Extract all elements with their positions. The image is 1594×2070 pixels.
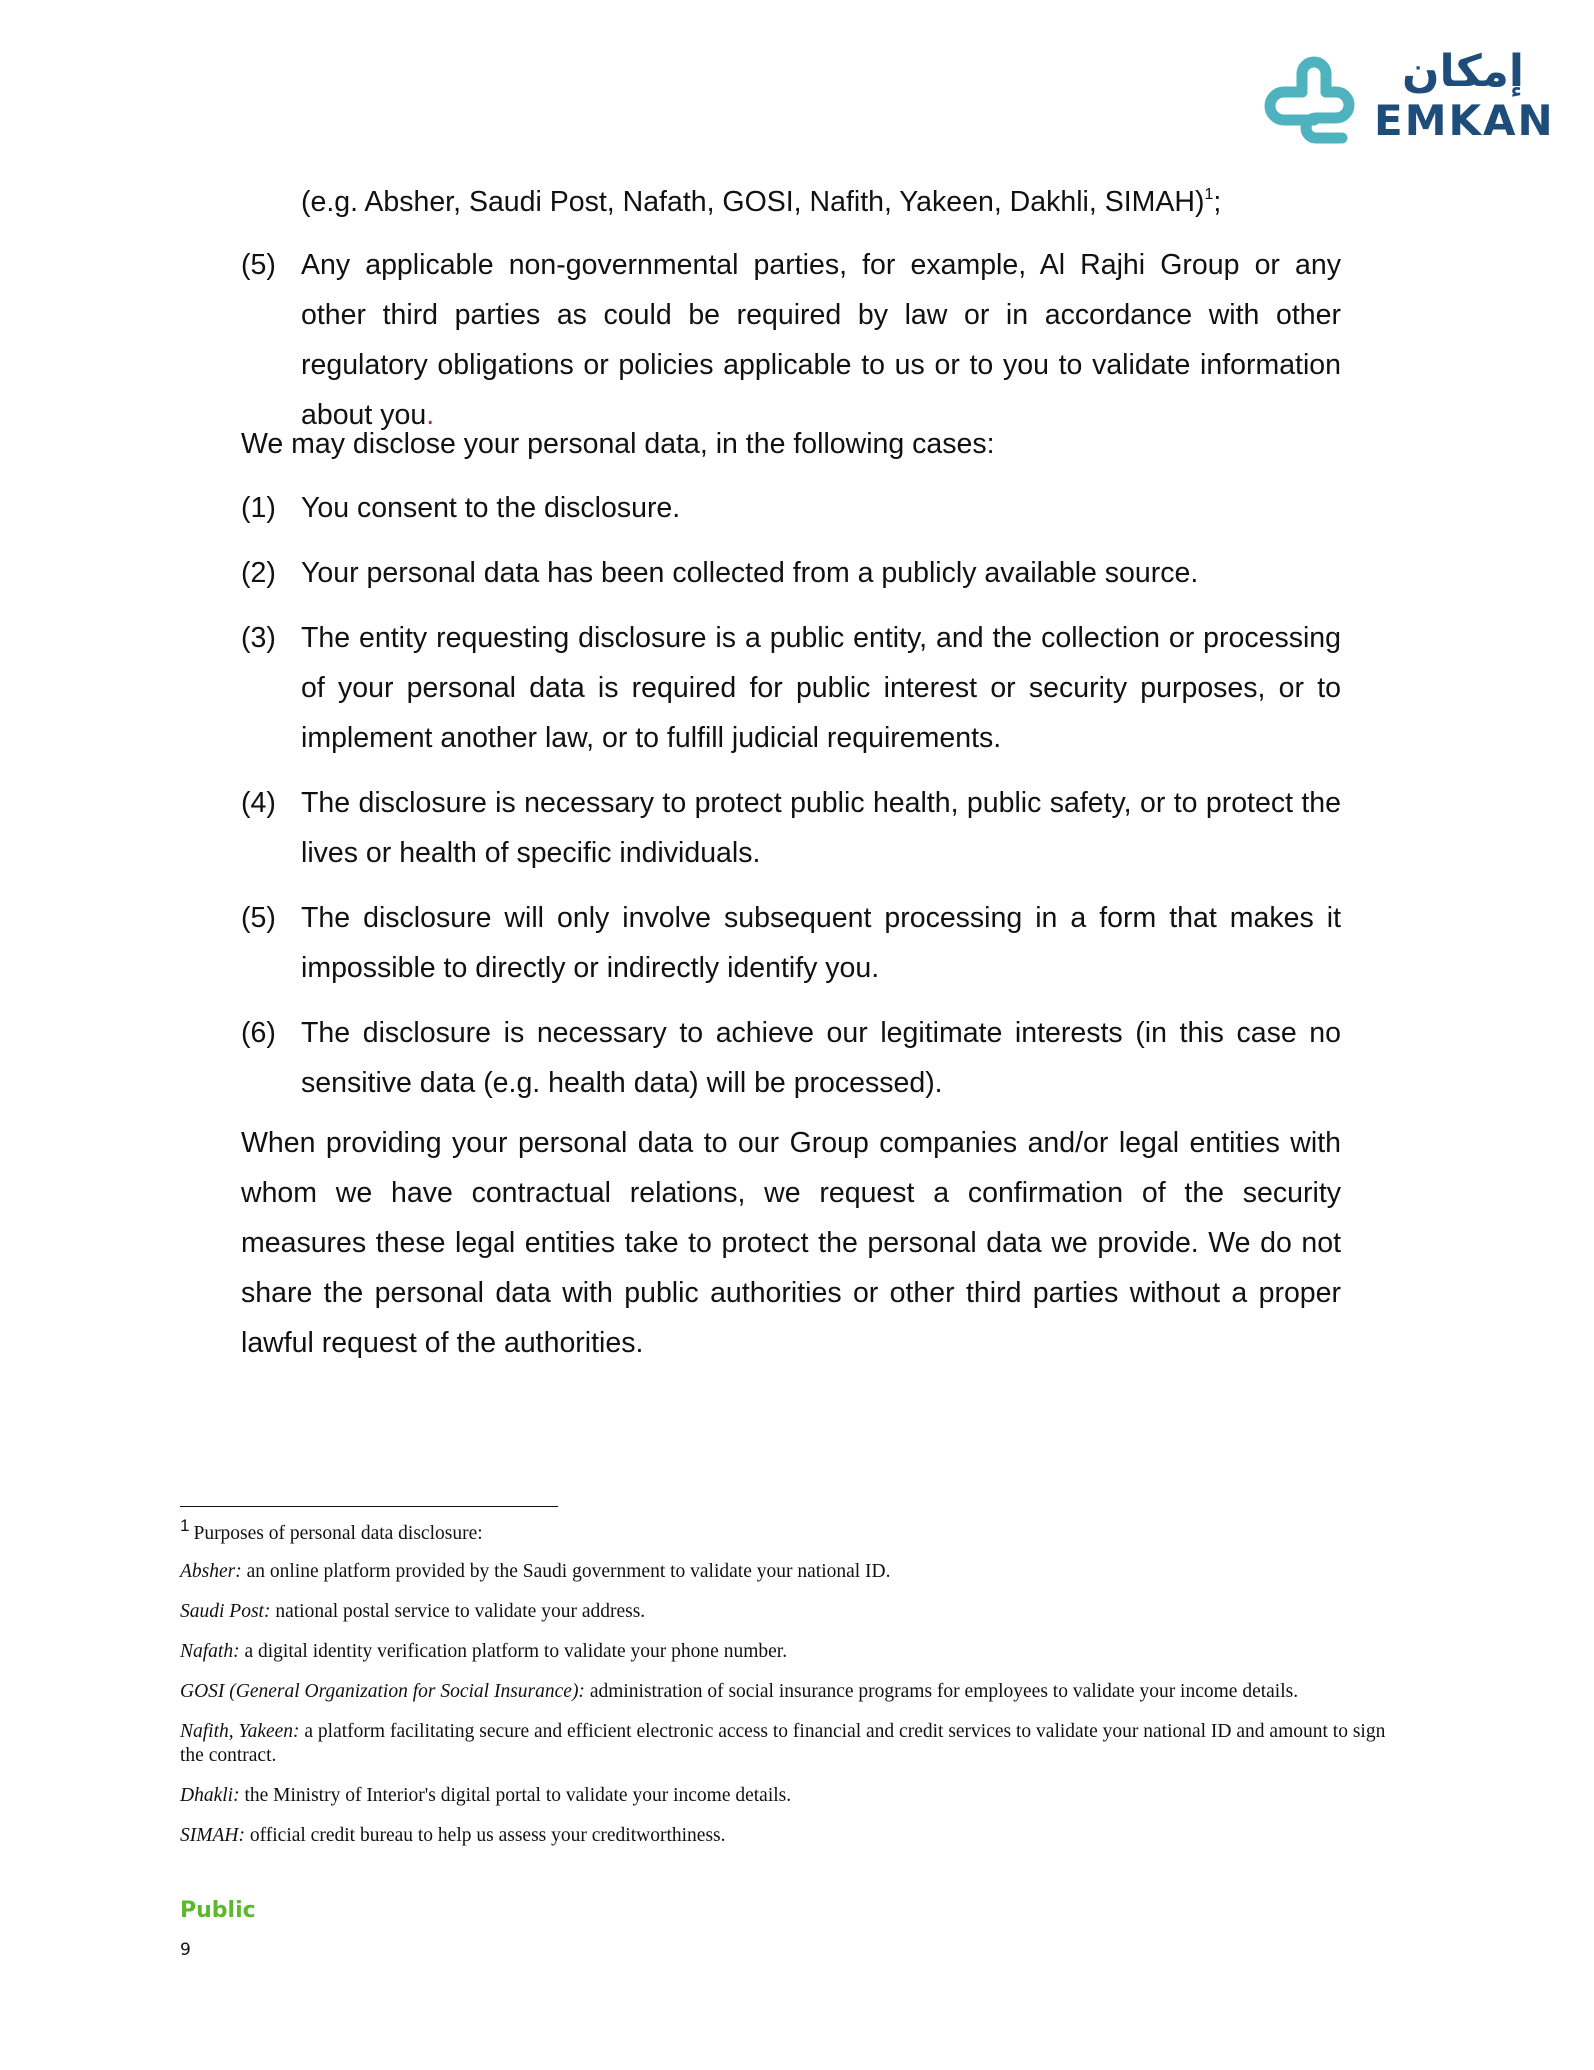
footnote-entry: Nafath: a digital identity verification platform to validate your phone number. xyxy=(180,1641,788,1662)
emkan-logo xyxy=(1262,46,1555,148)
list-item-text: The disclosure is necessary to protect public health, public safety, or to protect the lives or health of specific individuals. xyxy=(301,787,1341,869)
red-period: . xyxy=(426,399,435,431)
continuation-tail: ; xyxy=(1213,186,1222,218)
list-item-number: (2) xyxy=(241,557,276,589)
emkan-logo-mark-icon xyxy=(1262,52,1358,144)
list-item xyxy=(241,240,1341,440)
footnote-entry: Saudi Post: national postal service to validate your address. xyxy=(180,1601,646,1622)
list-item-number: (5) xyxy=(241,902,276,934)
list-item xyxy=(241,548,1341,598)
list-item-text: Any applicable non-governmental parties, for example, Al Rajhi Group or any other third parties as could be required by law or in accordance with other regulatory obligations or policies applicable to us or to you to validate information about you. xyxy=(301,249,1341,431)
list-item-text: The disclosure will only involve subsequent processing in a form that makes it impossible to directly or indirectly identify you. xyxy=(301,902,1341,984)
logo-arabic-text: إمكان xyxy=(1402,46,1524,97)
page-number: 9 xyxy=(180,1940,191,1960)
footnote-heading: 1 Purposes of personal data disclosure: xyxy=(180,1516,483,1544)
disclosure-cases-list xyxy=(241,483,1341,1108)
list-item-text: Your personal data has been collected from a publicly available source. xyxy=(301,557,1199,589)
list-item-number: (6) xyxy=(241,1017,276,1049)
footnote-entry: GOSI (General Organization for Social Insurance): administration of social insurance programs for employees to validate your income details. xyxy=(180,1681,1299,1702)
footnote-divider xyxy=(180,1506,558,1507)
footnotes xyxy=(180,1516,1400,1864)
list-item-text: The entity requesting disclosure is a public entity, and the collection or processing of your personal data is required for public interest or security purposes, or to implement another law, or to fulfill judicial requirements. xyxy=(301,622,1341,754)
list-item-text: The disclosure is necessary to achieve our legitimate interests (in this case no sensitive data (e.g. health data) will be processed). xyxy=(301,1017,1341,1099)
list-item xyxy=(241,613,1341,763)
list-item-number: (4) xyxy=(241,787,276,819)
list-item xyxy=(241,778,1341,878)
footnote-entry: SIMAH: official credit bureau to help us assess your creditworthiness. xyxy=(180,1825,726,1846)
logo-english-text: EMKAN xyxy=(1374,96,1555,145)
list-item-number: (1) xyxy=(241,492,276,524)
list-item-text: You consent to the disclosure. xyxy=(301,492,681,524)
footnote-entry: Dhakli: the Ministry of Interior's digital portal to validate your income details. xyxy=(180,1785,792,1806)
list-item xyxy=(241,893,1341,993)
list-item-number: (5) xyxy=(241,249,276,281)
list-item-number: (3) xyxy=(241,622,276,654)
footnote-entry: Nafith, Yakeen: a platform facilitating secure and efficient electronic access to financial and credit services to validate your national ID and amount to sign the contract. xyxy=(180,1721,1386,1766)
footnote-ref[interactable]: 1 xyxy=(1204,185,1214,203)
list-item xyxy=(241,483,1341,533)
classification-label: Public xyxy=(180,1898,256,1923)
footnote-entry: Absher: an online platform provided by the Saudi government to validate your national ID. xyxy=(180,1561,891,1582)
footnote-number: 1 xyxy=(180,1516,190,1535)
continuation-text: (e.g. Absher, Saudi Post, Nafath, GOSI, Nafith, Yakeen, Dakhli, SIMAH) xyxy=(301,186,1205,218)
sources-list xyxy=(241,240,1341,440)
closing-paragraph: When providing your personal data to our Group companies and/or legal entities with whom we have contractual relations, we request a confirmation of the security measures these legal entities take to protect the personal data we provide. We do not share the personal data with public authorities or other third parties without a proper lawful request of the authorities. xyxy=(241,1127,1341,1359)
list-item xyxy=(241,1008,1341,1108)
disclosure-intro: We may disclose your personal data, in the following cases: xyxy=(241,428,995,460)
list-continuation-line xyxy=(301,177,1341,227)
